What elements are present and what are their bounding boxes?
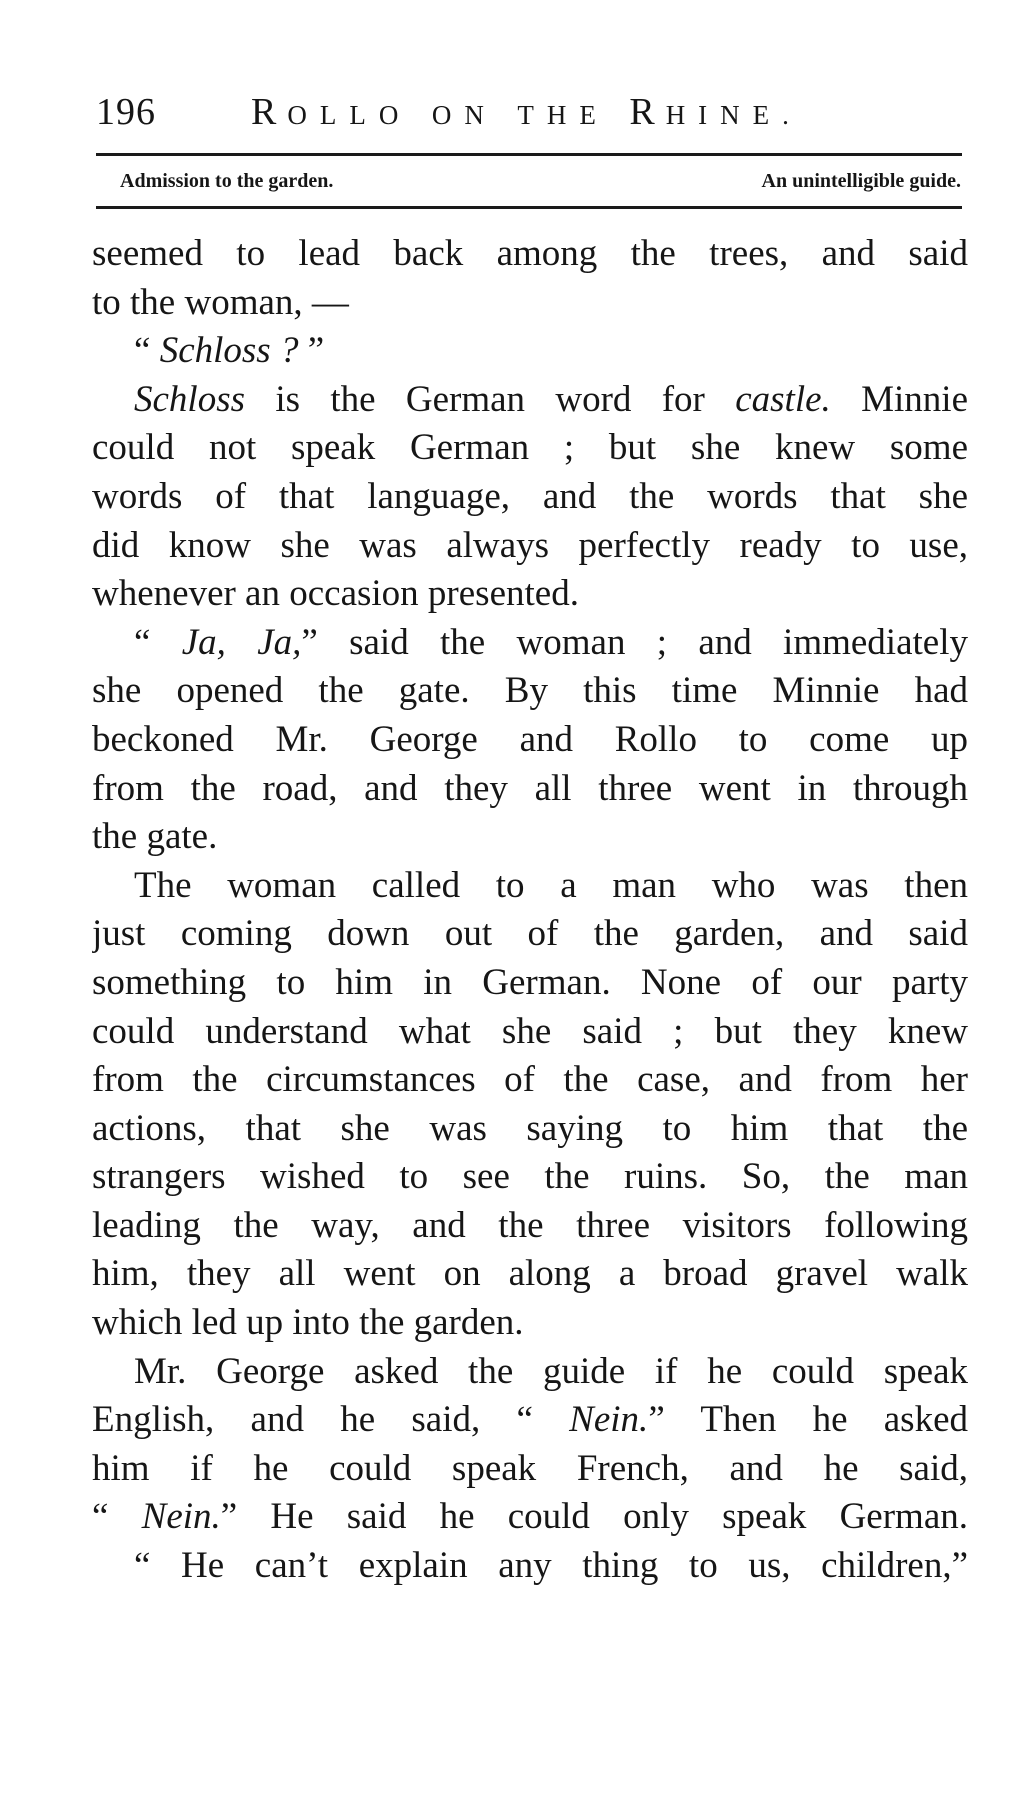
text-line [92, 1493, 968, 1542]
text-line [92, 959, 968, 1008]
text-line [92, 813, 968, 862]
text-segment: leading the way, and the three visitors following [92, 1204, 968, 1246]
text-segment: beckoned Mr. George and Rollo to come up [92, 718, 968, 760]
text-segment: Mr. George asked the guide if he could speak [134, 1350, 968, 1392]
text-line [92, 376, 968, 425]
text-segment: “ [134, 330, 160, 372]
text-segment: is the German word for [245, 378, 736, 420]
text-segment: the gate. [92, 816, 218, 858]
title-word: ROLLO [251, 91, 412, 133]
text-segment: did know she was always perfectly ready to use, [92, 524, 968, 566]
text-line [92, 1105, 968, 1154]
text-segment: from the circumstances of the case, and from her [92, 1059, 968, 1101]
text-line [92, 279, 968, 328]
text-line [92, 1445, 968, 1494]
text-line [92, 1250, 968, 1299]
text-segment: him, they all went on along a broad gravel walk [92, 1253, 968, 1295]
text-line [92, 1542, 968, 1591]
text-segment: something to him in German. None of our party [92, 961, 968, 1003]
text-line [92, 473, 968, 522]
running-head [96, 84, 966, 140]
text-line [92, 327, 968, 376]
page-number: 196 [96, 91, 156, 133]
text-line [92, 1348, 968, 1397]
text-segment: him if he could speak French, and he said, [92, 1447, 968, 1489]
body-text [92, 230, 968, 1591]
text-line [92, 619, 968, 668]
text-line [92, 1008, 968, 1057]
italic-text: Nein. [141, 1496, 221, 1538]
book-title [251, 84, 802, 143]
text-segment: whenever an occasion presented. [92, 573, 579, 615]
italic-text: Schloss [134, 378, 245, 420]
left-subhead: Admission to the garden. [120, 170, 334, 192]
text-line [92, 1056, 968, 1105]
text-line [92, 716, 968, 765]
text-segment: words of that language, and the words that she [92, 475, 968, 517]
text-segment: ” [298, 330, 325, 372]
text-segment: “ [92, 1496, 142, 1538]
text-line [92, 1396, 968, 1445]
text-line [92, 1299, 968, 1348]
text-segment: could not speak German ; but she knew some [92, 427, 968, 469]
text-line [92, 765, 968, 814]
text-segment: strangers wished to see the ruins. So, the man [92, 1156, 968, 1198]
text-line [92, 1153, 968, 1202]
text-segment: from the road, and they all three went in through [92, 767, 968, 809]
text-segment: to the woman, — [92, 281, 349, 323]
text-segment: could understand what she said ; but they knew [92, 1010, 968, 1052]
text-line [92, 522, 968, 571]
text-segment: The woman called to a man who was then [134, 864, 968, 906]
text-segment: just coming down out of the garden, and said [92, 913, 968, 955]
text-segment: which led up into the garden. [92, 1302, 524, 1344]
text-line [92, 862, 968, 911]
title-word: RHINE. [629, 91, 802, 133]
text-segment: English, and he said, “ [92, 1399, 570, 1441]
text-segment: Minnie [830, 378, 968, 420]
text-line [92, 570, 968, 619]
text-segment: “ [134, 621, 182, 663]
italic-text: Nein. [569, 1399, 649, 1441]
right-subhead: An unintelligible guide. [761, 170, 961, 192]
text-segment: seemed to lead back among the trees, and said [92, 233, 968, 274]
header-rule-top [96, 153, 962, 156]
text-line [92, 230, 968, 279]
text-segment: ” said the woman ; and immediately [301, 621, 968, 663]
text-line [92, 424, 968, 473]
italic-text: castle. [735, 378, 831, 420]
text-segment: actions, that she was saying to him that the [92, 1107, 968, 1149]
text-line [92, 667, 968, 716]
title-word: THE [517, 100, 609, 130]
text-line [92, 910, 968, 959]
title-word: ON [431, 100, 497, 130]
italic-text: Ja, Ja, [181, 621, 302, 663]
text-line [92, 1202, 968, 1251]
text-segment: “ He can’t explain any thing to us, children,” [134, 1545, 968, 1587]
italic-text: Schloss ? [159, 330, 299, 372]
text-segment: she opened the gate. By this time Minnie had [92, 670, 968, 712]
text-segment: ” He said he could only speak German. [220, 1496, 968, 1538]
header-rule-bottom [96, 206, 962, 209]
text-segment: ” Then he asked [648, 1399, 968, 1441]
